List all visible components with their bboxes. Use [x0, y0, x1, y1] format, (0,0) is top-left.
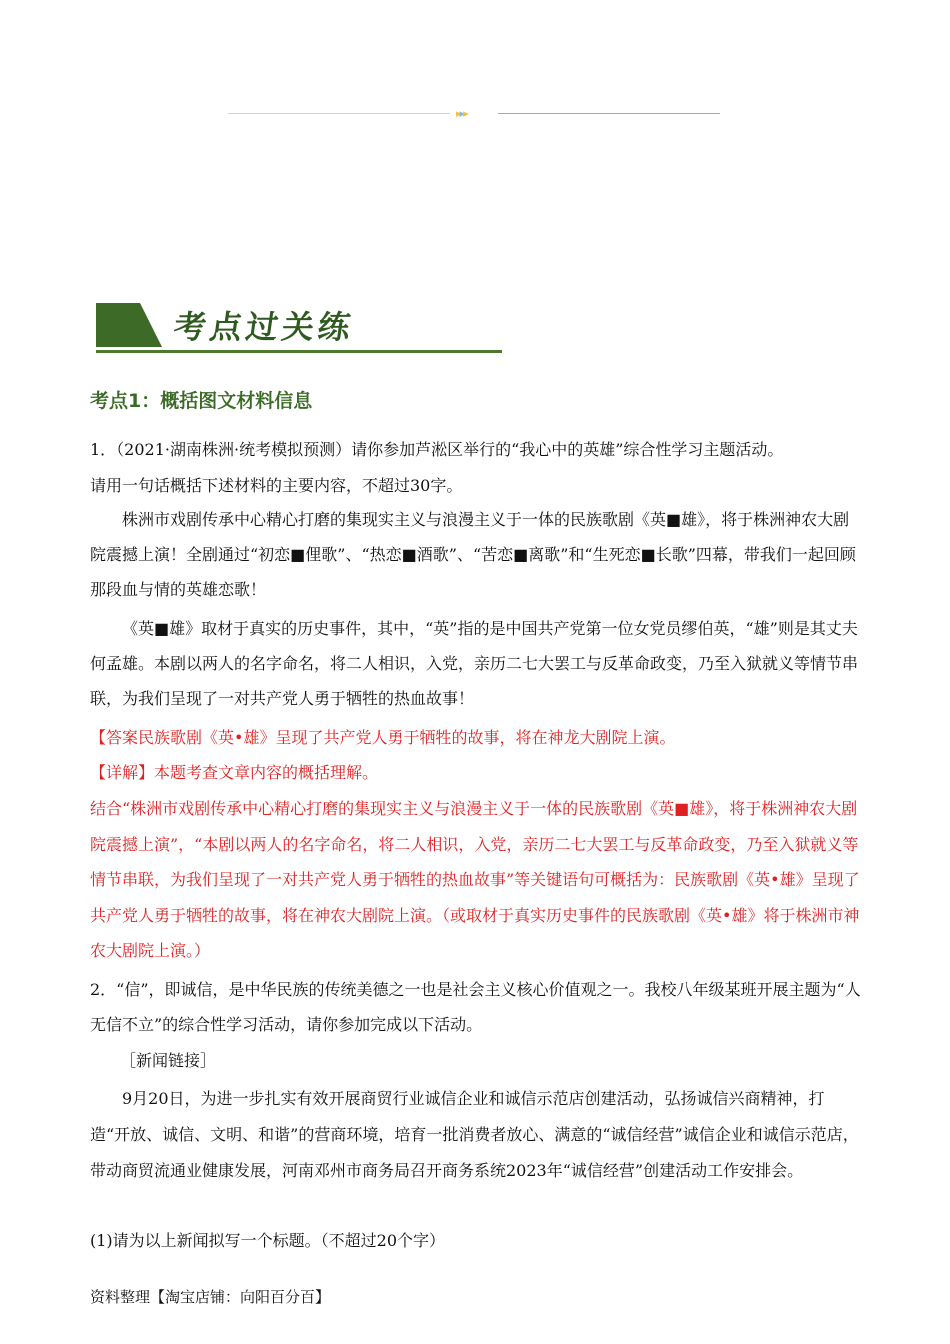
section-heading: 考点1：概括图文材料信息	[90, 390, 313, 412]
gold-rule	[228, 113, 450, 114]
q1-detail-label: 【详解】本题考查文章内容的概括理解。	[90, 763, 379, 782]
q1-detail-body: 结合“株洲市戏剧传承中心精心打磨的集现实主义与浪漫主义于一体的民族歌剧《英■雄》，将于株洲神农大剧院震撼上演”，“本剧以两人的名字命名，将二人相识，入党，亲历二七大罢工与反革命政变，乃至入狱就义等情节串联，为我们呈现了一对共产党人勇于牺牲的热血故事”等关键语句可概括为：民族歌剧《英•雄》呈现了共产党人勇于牺牲的故事，将在神农大剧院上演。（或取材于真实历史事件的民族歌剧《英•雄》将于株洲市神农大剧院上演。）	[90, 799, 860, 960]
banner-underline	[96, 350, 502, 353]
q1-stem-line2: 请用一句话概括下述材料的主要内容，不超过30字。	[90, 476, 463, 495]
arrow-icons	[456, 106, 467, 122]
q1-answer: 【答案民族歌剧《英•雄》呈现了共产党人勇于牺牲的故事，将在神龙大剧院上演。	[90, 728, 676, 747]
q2-sub1: (1)请为以上新闻拟写一个标题。（不超过20个字）	[90, 1231, 446, 1250]
blue-rule	[498, 113, 720, 114]
footer-text: 资料整理【淘宝店铺：向阳百分百】	[90, 1288, 331, 1306]
section-banner	[96, 303, 504, 355]
q2-news-label: ［新闻链接］	[120, 1051, 217, 1070]
arrow-icon: ▸	[456, 107, 460, 120]
arrow-icon: ▸	[463, 107, 467, 120]
q1-material-p2: 《英■雄》取材于真实的历史事件，其中，“英”指的是中国共产党第一位女党员缪伯英，“雄”则是其丈夫何孟雄。本剧以两人的名字命名，将二人相识，入党，亲历二七大罢工与反革命政变，乃至入狱就义等情节串联，为我们呈现了一对共产党人勇于牺牲的热血故事！	[90, 619, 859, 708]
q1-stem-line1: 1．（2021·湖南株洲·统考模拟预测）请你参加芦淞区举行的“我心中的英雄”综合性学习主题活动。	[90, 440, 784, 459]
q2-news-body: 9月20日，为进一步扎实有效开展商贸行业诚信企业和诚信示范店创建活动，弘扬诚信兴商精神，打造“开放、诚信、文明、和谐”的营商环境，培育一批消费者放心、满意的“诚信经营”诚信企业和诚信示范店，带动商贸流通业健康发展，河南邓州市商务局召开商务系统2023年“诚信经营”创建活动工作安排会。	[90, 1089, 859, 1180]
header-decoration	[228, 106, 720, 122]
q1-material-p1: 株洲市戏剧传承中心精心打磨的集现实主义与浪漫主义于一体的民族歌剧《英■雄》，将于株洲神农大剧院震撼上演！全剧通过“初恋■俚歌”、“热恋■酒歌”、“苦恋■离歌”和“生死恋■长歌”四幕，带我们一起回顾那段血与情的英雄恋歌！	[90, 510, 856, 599]
banner-tab-icon	[96, 303, 162, 347]
banner-title: 考点过关练	[171, 308, 357, 346]
q2-stem: 2．“信”，即诚信，是中华民族的传统美德之一也是社会主义核心价值观之一。我校八年级某班开展主题为“人无信不立”的综合性学习活动，请你参加完成以下活动。	[90, 980, 861, 1034]
arrow-icon: ▸	[459, 107, 464, 120]
